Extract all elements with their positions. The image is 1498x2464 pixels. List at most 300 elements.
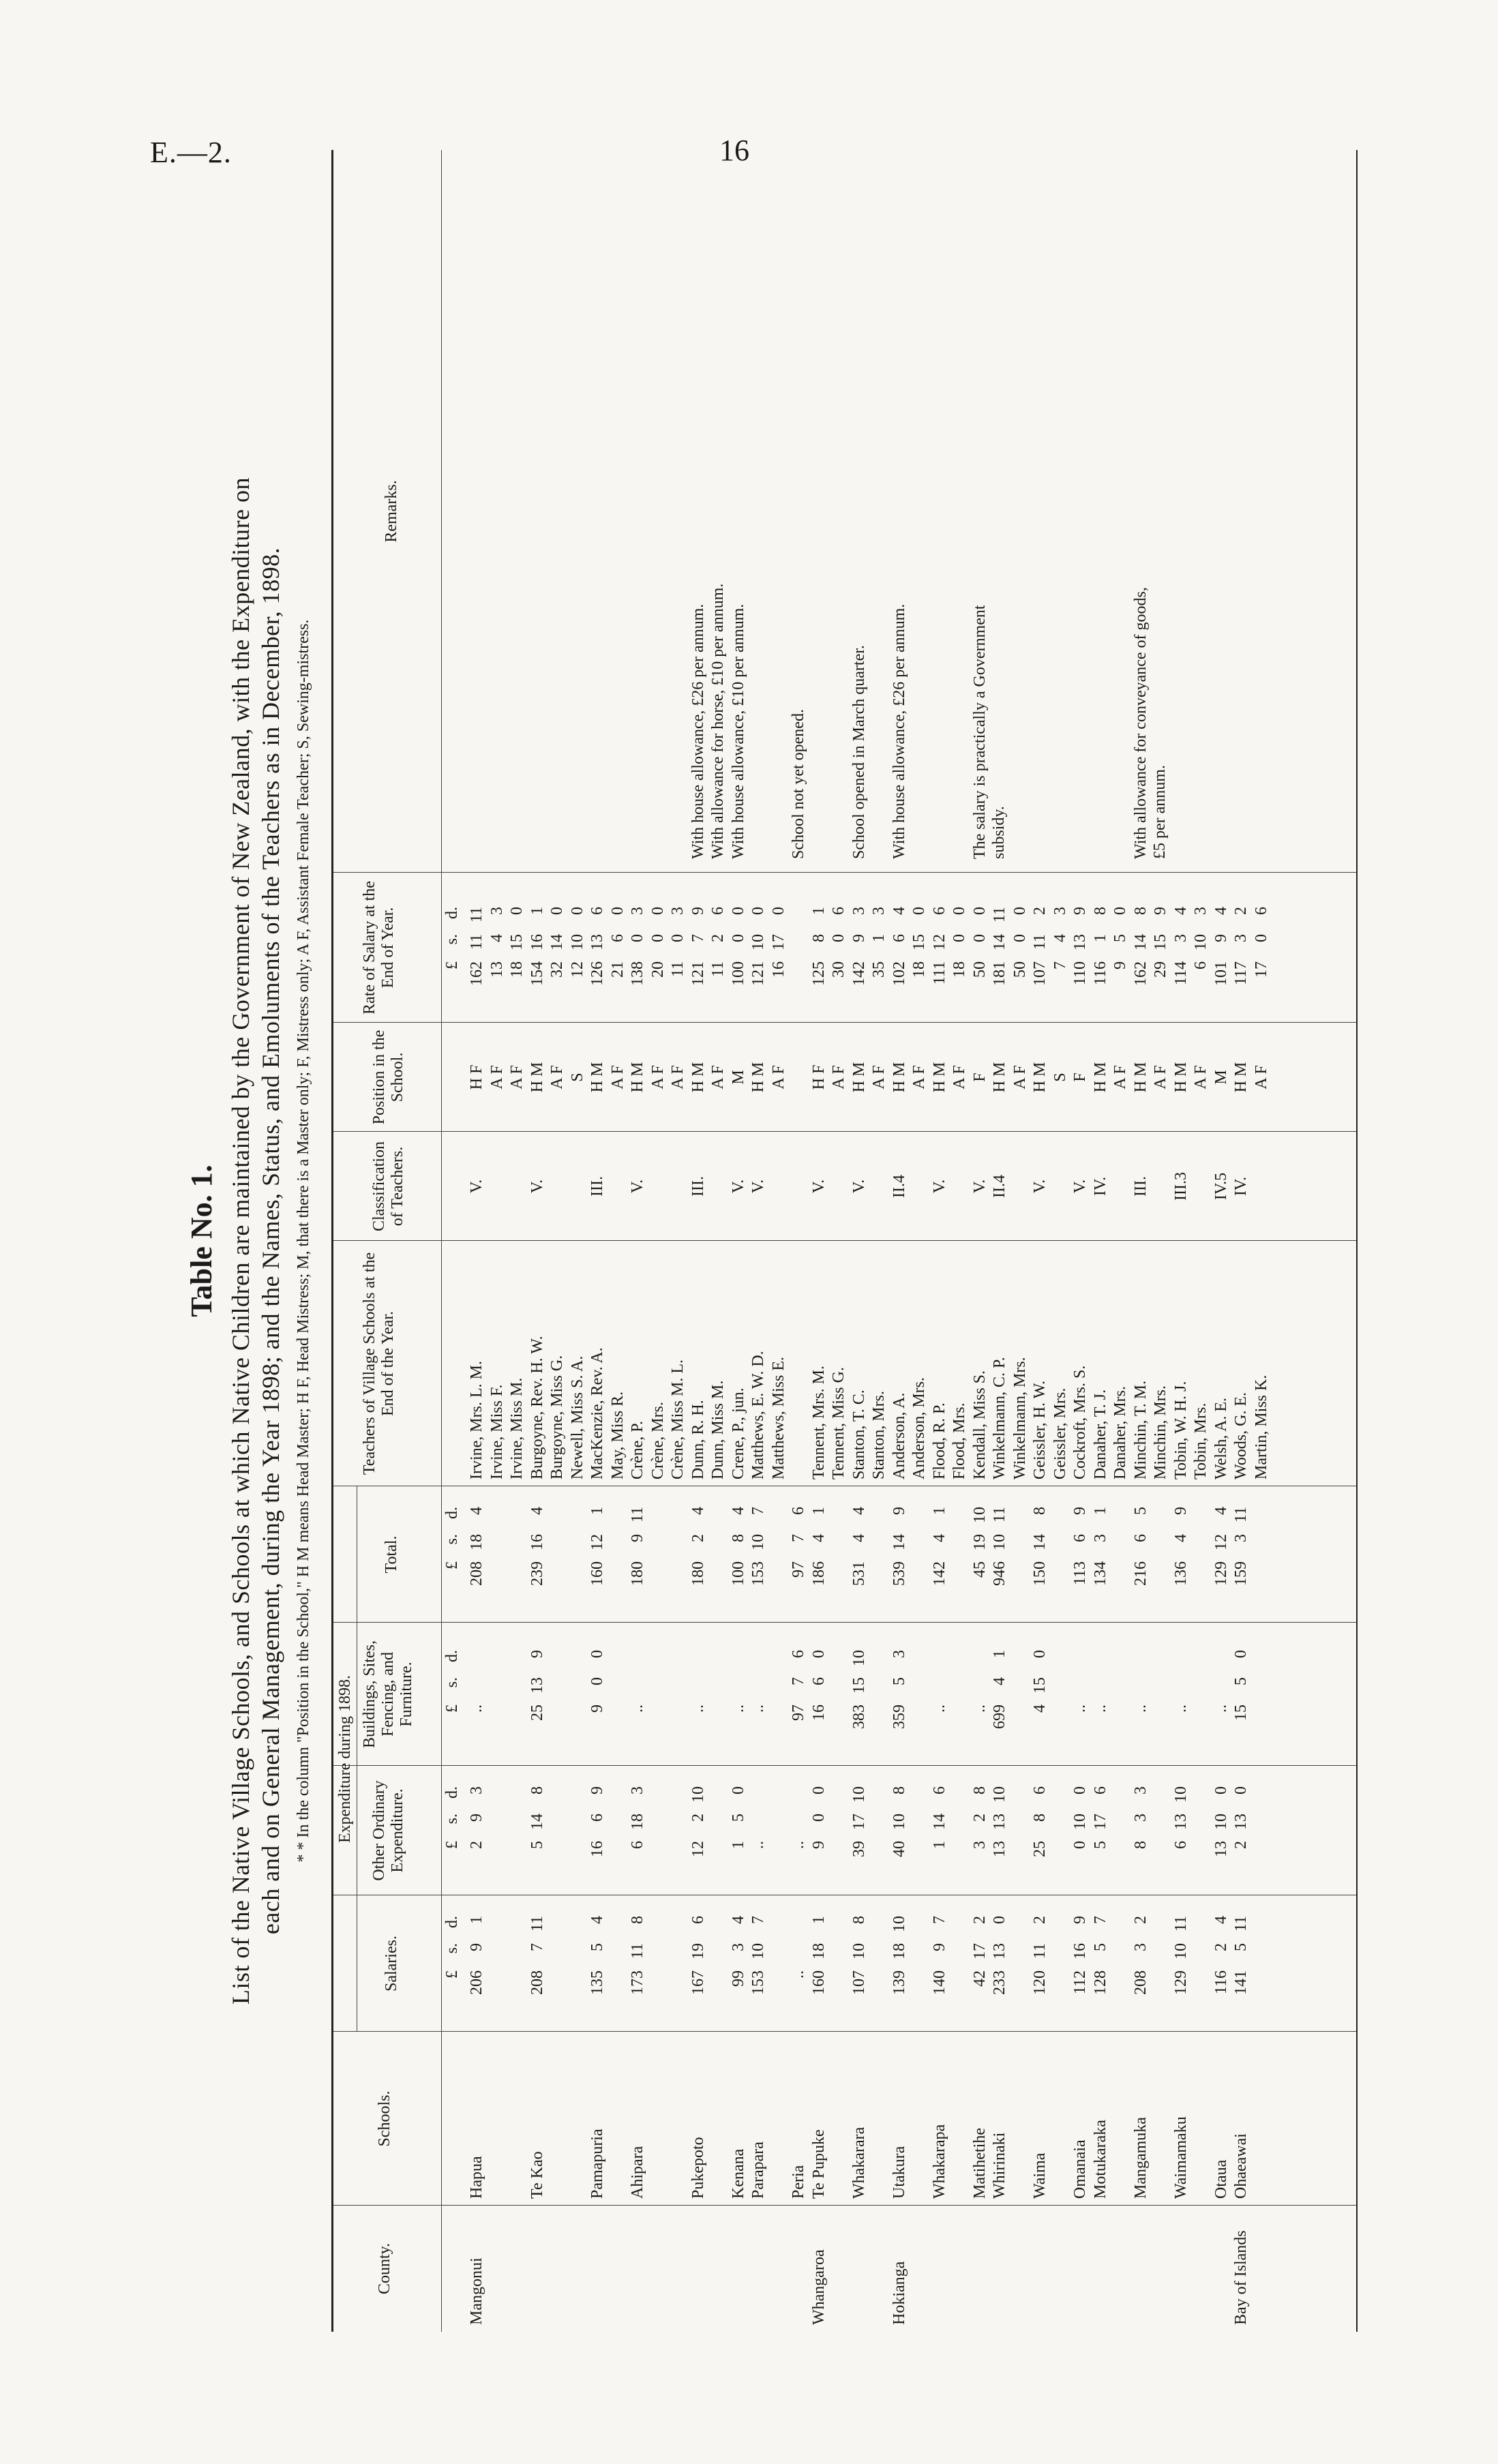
other-pence: 3 <box>1131 1786 1150 1794</box>
teacher-classification: III. <box>1131 1176 1150 1197</box>
rate-pence: 3 <box>1192 907 1210 915</box>
page-number: 16 <box>719 134 749 167</box>
teacher-name: Irvine, Miss F. <box>488 1384 506 1479</box>
total-pounds: 186 <box>809 1561 828 1586</box>
rate-pounds: 29 <box>1152 961 1169 978</box>
total-pounds: 531 <box>850 1561 868 1586</box>
other-pence: 6 <box>1031 1786 1049 1794</box>
rate-shillings: 13 <box>588 934 606 950</box>
rate-shillings: 0 <box>729 934 747 942</box>
table-row <box>789 150 809 2332</box>
teacher-name: May, Miss R. <box>608 1391 627 1479</box>
rate-shillings: 14 <box>1131 934 1150 950</box>
table-row <box>970 150 990 2332</box>
salary-pounds: .. <box>790 1970 807 1979</box>
total-pounds: 150 <box>1031 1561 1049 1586</box>
teacher-position: H M <box>991 1062 1008 1093</box>
teacher-name: Anderson, Mrs. <box>910 1377 928 1479</box>
other-pence: 0 <box>729 1786 747 1794</box>
total-pounds: 159 <box>1232 1561 1250 1586</box>
salary-shillings: 17 <box>970 1943 989 1959</box>
rate-shillings: 10 <box>749 934 767 950</box>
rate-shillings: 9 <box>850 934 868 942</box>
table-row <box>749 150 768 2332</box>
teacher-name: Flood, Mrs. <box>950 1402 968 1479</box>
teacher-classification: III.3 <box>1171 1172 1190 1201</box>
other-pence: 3 <box>629 1786 646 1794</box>
teacher-name: Newell, Miss S. A. <box>568 1355 586 1479</box>
salary-pounds: 153 <box>749 1970 767 1995</box>
total-pounds: 160 <box>588 1561 606 1586</box>
other-shillings: 10 <box>1071 1814 1089 1830</box>
teacher-classification: V. <box>970 1179 989 1194</box>
rate-pounds: 117 <box>1232 961 1250 986</box>
rate-shillings: 15 <box>508 934 526 950</box>
rate-pounds: 114 <box>1171 961 1190 986</box>
teacher-name: Geissler, Mrs. <box>1051 1387 1069 1479</box>
table-row <box>890 150 910 2332</box>
remark <box>689 604 708 859</box>
teacher-position: A F <box>910 1065 928 1090</box>
rate-pounds: 107 <box>1031 961 1049 986</box>
teacher-classification: V. <box>729 1179 747 1194</box>
teacher-position: A F <box>669 1065 687 1090</box>
salary-pence: 11 <box>528 1916 546 1932</box>
total-pence: 10 <box>970 1507 989 1523</box>
total-pounds: 239 <box>528 1561 546 1586</box>
rate-shillings: 10 <box>1192 934 1210 950</box>
rate-shillings: 4 <box>1051 934 1069 942</box>
remark-line: With house allowance, £26 per annum. <box>689 603 707 859</box>
unit-shillings: s. <box>443 1814 461 1824</box>
salary-pounds: 233 <box>991 1970 1008 1995</box>
table-row <box>1010 150 1030 2332</box>
other-pence: 10 <box>991 1786 1008 1803</box>
teacher-name: Burgoyne, Rev. H. W. <box>528 1336 546 1479</box>
buildings-pounds: .. <box>629 1704 646 1713</box>
other-pounds: 5 <box>528 1841 546 1849</box>
teacher-position: A F <box>508 1065 526 1090</box>
salary-pounds: 140 <box>930 1970 948 1995</box>
teacher-name: Cockroft, Mrs. S. <box>1071 1365 1089 1479</box>
salary-shillings: 13 <box>991 1943 1008 1959</box>
teacher-name: Crène, Mrs. <box>648 1402 667 1479</box>
teacher-name: Kendall, Miss S. <box>970 1370 989 1479</box>
buildings-shillings: 13 <box>528 1677 546 1694</box>
other-pounds: 16 <box>588 1841 606 1857</box>
table-title: Table No. 1. <box>185 1165 218 1317</box>
header-total: Total. <box>383 1535 400 1574</box>
total-shillings: 19 <box>970 1534 989 1550</box>
total-pounds: 134 <box>1091 1561 1109 1586</box>
salary-pence: 4 <box>1212 1916 1230 1924</box>
rate-shillings: 15 <box>910 934 928 950</box>
other-pounds: 5 <box>1091 1841 1109 1849</box>
teacher-position: H M <box>850 1062 868 1093</box>
teacher-position: A F <box>1152 1065 1169 1090</box>
salary-shillings: 10 <box>1171 1943 1190 1959</box>
unit-shillings: s. <box>443 934 461 945</box>
remark-line: With house allowance, £10 per annum. <box>729 603 747 859</box>
other-shillings: 14 <box>528 1814 546 1830</box>
rate-pounds: 101 <box>1212 961 1230 986</box>
total-shillings: 10 <box>749 1534 767 1550</box>
teacher-name: Winkelmann, C. P. <box>991 1357 1008 1479</box>
total-pence: 1 <box>1091 1507 1109 1515</box>
total-pounds: 129 <box>1212 1561 1230 1586</box>
buildings-pence: 6 <box>790 1650 807 1658</box>
teacher-position: A F <box>769 1065 788 1090</box>
teacher-classification: IV. <box>1091 1176 1109 1197</box>
teacher-position: H M <box>689 1062 707 1093</box>
teacher-name: Tennent, Miss G. <box>830 1367 848 1479</box>
other-shillings: 13 <box>1171 1814 1190 1830</box>
header-rate: Rate of Salary at the End of Year. <box>361 881 397 1015</box>
salary-pounds: 173 <box>629 1970 646 1995</box>
buildings-shillings: 4 <box>991 1677 1008 1685</box>
buildings-pounds: .. <box>689 1704 707 1713</box>
remark-line: The salary is practically a Government <box>970 605 989 859</box>
salary-pence: 9 <box>1071 1916 1089 1924</box>
buildings-pence: 10 <box>850 1650 868 1666</box>
rate-pounds: 13 <box>488 961 506 978</box>
rate-pounds: 18 <box>950 961 968 978</box>
table-row <box>668 150 688 2332</box>
rate-shillings: 15 <box>1152 934 1169 950</box>
rate-pence: 2 <box>1031 907 1049 915</box>
salary-pence: 7 <box>1091 1916 1109 1924</box>
table-row <box>1131 150 1151 2332</box>
rate-pence: 6 <box>830 907 848 915</box>
table-row <box>689 150 708 2332</box>
salary-pounds: 139 <box>890 1970 908 1995</box>
total-pence: 11 <box>991 1507 1008 1523</box>
teacher-position: H M <box>1171 1062 1190 1093</box>
rate-shillings: 10 <box>568 934 586 950</box>
total-pence: 4 <box>729 1507 747 1515</box>
rate-pounds: 12 <box>568 961 586 978</box>
rate-pence: 3 <box>669 907 687 915</box>
rate-pence: 9 <box>1071 907 1089 915</box>
salary-shillings: 9 <box>930 1943 948 1951</box>
buildings-shillings: 5 <box>890 1677 908 1685</box>
teacher-classification: V. <box>468 1179 485 1194</box>
teacher-position: H M <box>528 1062 546 1093</box>
rate-pence: 0 <box>1010 907 1029 915</box>
total-pence: 1 <box>588 1507 606 1515</box>
total-pence: 4 <box>850 1507 868 1515</box>
salary-shillings: 9 <box>468 1943 485 1951</box>
rate-shillings: 2 <box>709 934 727 942</box>
teacher-position: A F <box>709 1065 727 1090</box>
other-pounds: 6 <box>1171 1841 1190 1849</box>
other-pence: 0 <box>1212 1786 1230 1794</box>
total-pence: 8 <box>1031 1507 1049 1515</box>
rate-pence: 0 <box>749 907 767 915</box>
rate-pounds: 110 <box>1071 961 1089 986</box>
other-shillings: 3 <box>1131 1814 1150 1822</box>
rate-pounds: 11 <box>669 961 687 978</box>
total-pounds: 97 <box>790 1561 807 1578</box>
teacher-name: Matthews, E. W. D. <box>749 1351 767 1479</box>
table-row <box>990 150 1010 2332</box>
table-row <box>809 150 829 2332</box>
total-pounds: 142 <box>930 1561 948 1586</box>
salary-shillings: 18 <box>890 1943 908 1959</box>
rate-shillings: 0 <box>648 934 667 942</box>
rate-pence: 4 <box>1171 907 1190 915</box>
table-row <box>729 150 749 2332</box>
teacher-classification: V. <box>930 1179 948 1194</box>
unit-pence: d. <box>443 1650 461 1662</box>
school-cell: Whakarara <box>850 2127 868 2199</box>
schools-table <box>331 150 1358 2332</box>
total-shillings: 12 <box>1212 1534 1230 1550</box>
school-cell: Waima <box>1031 2152 1049 2199</box>
salary-pence: 4 <box>588 1916 606 1924</box>
unit-pounds: £ <box>443 961 461 970</box>
buildings-shillings: 7 <box>790 1677 807 1685</box>
remark <box>970 605 1008 859</box>
rate-pounds: 9 <box>1111 961 1129 970</box>
teacher-classification: IV. <box>1232 1176 1250 1197</box>
buildings-pence: 3 <box>890 1650 908 1658</box>
teacher-classification: II.4 <box>991 1175 1008 1198</box>
buildings-shillings: 0 <box>588 1677 606 1685</box>
teacher-name: Crène, P. <box>629 1421 646 1479</box>
teacher-position: A F <box>648 1065 667 1090</box>
salary-shillings: 2 <box>1212 1943 1230 1951</box>
total-shillings: 10 <box>991 1534 1008 1550</box>
unit-shillings: s. <box>443 1943 461 1954</box>
buildings-pounds: 4 <box>1031 1704 1049 1713</box>
table-row <box>467 150 487 2332</box>
rate-shillings: 4 <box>488 934 506 942</box>
total-shillings: 3 <box>1232 1534 1250 1542</box>
total-pounds: 539 <box>890 1561 908 1586</box>
unit-pence: d. <box>443 907 461 919</box>
rate-pence: 6 <box>588 907 606 915</box>
rate-pence: 9 <box>1152 907 1169 915</box>
table-row <box>950 150 970 2332</box>
salary-pence: 1 <box>809 1916 828 1924</box>
table-row <box>528 150 548 2332</box>
table-row <box>850 150 869 2332</box>
rate-pence: 2 <box>1232 907 1250 915</box>
buildings-pence: 1 <box>991 1650 1008 1658</box>
rate-pounds: 50 <box>1010 961 1029 978</box>
header-other-expenditure: Other Ordinary Expenditure. <box>370 1780 406 1881</box>
table-row <box>608 150 628 2332</box>
rate-pence: 0 <box>648 907 667 915</box>
salary-pence: 7 <box>930 1916 948 1924</box>
unit-shillings: s. <box>443 1534 461 1545</box>
teacher-name: Dunn, R. H. <box>689 1400 707 1479</box>
rate-shillings: 9 <box>1212 934 1230 942</box>
unit-pounds: £ <box>443 1704 461 1713</box>
table-row <box>488 150 507 2332</box>
teacher-position: A F <box>548 1065 566 1090</box>
buildings-pounds: .. <box>970 1704 989 1713</box>
other-pence: 6 <box>1091 1786 1109 1794</box>
buildings-pounds: .. <box>1131 1704 1150 1713</box>
teacher-name: Woods, G. E. <box>1232 1392 1250 1479</box>
school-cell: Hapua <box>468 2156 485 2199</box>
county-cell: Hokianga <box>890 2261 908 2325</box>
teacher-position: F <box>970 1072 989 1082</box>
teacher-name: Danaher, T. J. <box>1091 1389 1109 1479</box>
total-pence: 4 <box>528 1507 546 1515</box>
unit-pounds: £ <box>443 1841 461 1849</box>
other-pence: 0 <box>809 1786 828 1794</box>
rate-pence: 11 <box>991 907 1008 923</box>
other-pounds: .. <box>749 1841 767 1849</box>
salary-pounds: 141 <box>1232 1970 1250 1995</box>
rate-pounds: 162 <box>468 961 485 986</box>
salary-pounds: 42 <box>970 1970 989 1987</box>
rate-shillings: 16 <box>528 934 546 950</box>
teacher-name: Winkelmann, Mrs. <box>1010 1357 1029 1479</box>
other-shillings: 6 <box>588 1814 606 1822</box>
buildings-shillings: 6 <box>809 1677 828 1685</box>
county-cell: Bay of Islands <box>1232 2230 1250 2325</box>
teacher-name: Stanton, Mrs. <box>870 1390 888 1479</box>
teacher-name: Crene, P., jun. <box>729 1387 747 1479</box>
rate-shillings: 13 <box>1071 934 1089 950</box>
salary-pence: 11 <box>1171 1916 1190 1932</box>
table-row <box>507 150 527 2332</box>
total-pence: 9 <box>890 1507 908 1515</box>
total-pounds: 45 <box>970 1561 989 1578</box>
remark-line: With allowance for conveyance of goods, <box>1131 587 1150 859</box>
unit-pence: d. <box>443 1786 461 1799</box>
salary-shillings: 3 <box>1131 1943 1150 1951</box>
total-shillings: 9 <box>629 1534 646 1542</box>
salary-shillings: 18 <box>809 1943 828 1959</box>
salary-shillings: 5 <box>588 1943 606 1951</box>
teacher-name: Irvine, Mrs. L. M. <box>468 1361 485 1479</box>
salary-pounds: 128 <box>1091 1970 1109 1995</box>
buildings-pounds: 699 <box>991 1704 1008 1729</box>
school-cell: Otaua <box>1212 2159 1230 2199</box>
other-pence: 9 <box>588 1786 606 1794</box>
rate-pence: 0 <box>508 907 526 915</box>
other-pence: 6 <box>930 1786 948 1794</box>
position-legend-note: * * In the column "Position in the School," H M means Head Master; H F, Head Mistress; M, that there is a Master only; F, Mistress only; A F, Assistant Female Teacher; S, Sewing-mistress. <box>295 619 312 1863</box>
school-cell: Whirinaki <box>991 2132 1008 2199</box>
teacher-position: A F <box>830 1065 848 1090</box>
rate-shillings: 0 <box>830 934 848 942</box>
rate-shillings: 3 <box>1171 934 1190 942</box>
table-row <box>910 150 929 2332</box>
rate-pounds: 102 <box>890 961 908 986</box>
teacher-classification: II.4 <box>890 1175 908 1198</box>
rate-pounds: 142 <box>850 961 868 986</box>
other-shillings: 9 <box>468 1814 485 1822</box>
teacher-name: Dunn, Miss M. <box>709 1380 727 1479</box>
salary-shillings: 3 <box>729 1943 747 1951</box>
rate-pounds: 6 <box>1192 961 1210 970</box>
buildings-pounds: 15 <box>1232 1704 1250 1721</box>
teacher-classification: V. <box>1071 1179 1089 1194</box>
salary-pounds: 208 <box>1131 1970 1150 1995</box>
total-shillings: 12 <box>588 1534 606 1550</box>
salary-shillings: 11 <box>629 1943 646 1959</box>
salary-pounds: 167 <box>689 1970 707 1995</box>
unit-pounds: £ <box>443 1561 461 1569</box>
rate-pence: 3 <box>850 907 868 915</box>
table-row <box>628 150 648 2332</box>
teacher-position: A F <box>1111 1065 1129 1090</box>
salary-pounds: 112 <box>1071 1970 1089 1995</box>
remark <box>789 709 808 859</box>
salary-pounds: 129 <box>1171 1970 1190 1995</box>
rate-pounds: 20 <box>648 961 667 978</box>
rate-pence: 8 <box>1131 907 1150 915</box>
teacher-name: Tobin, Mrs. <box>1192 1402 1210 1479</box>
buildings-pence: 0 <box>809 1650 828 1658</box>
total-pounds: 180 <box>689 1561 707 1586</box>
rate-pounds: 32 <box>548 961 566 978</box>
other-pounds: 3 <box>970 1841 989 1849</box>
teacher-position: A F <box>608 1065 627 1090</box>
teacher-position: M <box>729 1070 747 1085</box>
salary-pence: 2 <box>1031 1916 1049 1924</box>
buildings-pounds: .. <box>930 1704 948 1713</box>
rate-pence: 4 <box>890 907 908 915</box>
total-pence: 11 <box>1232 1507 1250 1523</box>
school-cell: Utakura <box>890 2146 908 2199</box>
teacher-name: Irvine, Miss M. <box>508 1377 526 1479</box>
salary-pence: 2 <box>970 1916 989 1924</box>
other-pence: 8 <box>528 1786 546 1794</box>
teacher-classification: IV.5 <box>1212 1172 1230 1201</box>
teacher-name: Danaher, Mrs. <box>1111 1386 1129 1479</box>
salary-shillings: 10 <box>850 1943 868 1959</box>
header-classification: Classification of Teachers. <box>370 1141 406 1231</box>
teacher-classification: V. <box>850 1179 868 1194</box>
teacher-name: Martin, Miss K. <box>1252 1374 1270 1479</box>
rate-shillings: 12 <box>930 934 948 950</box>
table-row <box>1091 150 1111 2332</box>
table-row <box>1111 150 1130 2332</box>
total-pence: 4 <box>1212 1507 1230 1515</box>
teacher-position: H F <box>468 1064 485 1090</box>
other-pence: 0 <box>1071 1786 1089 1794</box>
other-pounds: 9 <box>809 1841 828 1849</box>
rate-pounds: 16 <box>769 961 788 978</box>
other-pence: 8 <box>890 1786 908 1794</box>
teacher-name: Matthews, Miss E. <box>769 1357 788 1479</box>
rate-pence: 6 <box>1252 907 1270 915</box>
buildings-pounds: 383 <box>850 1704 868 1729</box>
teacher-position: M <box>1212 1070 1230 1085</box>
header-salaries: Salaries. <box>383 1936 400 1992</box>
teacher-position: H M <box>1232 1062 1250 1093</box>
other-pounds: 39 <box>850 1841 868 1857</box>
table-row <box>708 150 728 2332</box>
table-row <box>1030 150 1050 2332</box>
teacher-position: A F <box>1192 1065 1210 1090</box>
other-pence: 10 <box>1171 1786 1190 1803</box>
rate-pounds: 126 <box>588 961 606 986</box>
other-pence: 10 <box>689 1786 707 1803</box>
other-shillings: 14 <box>930 1814 948 1830</box>
school-cell: Ahipara <box>629 2146 646 2199</box>
table-row <box>568 150 588 2332</box>
teacher-classification: V. <box>1031 1179 1049 1194</box>
total-shillings: 4 <box>850 1534 868 1542</box>
